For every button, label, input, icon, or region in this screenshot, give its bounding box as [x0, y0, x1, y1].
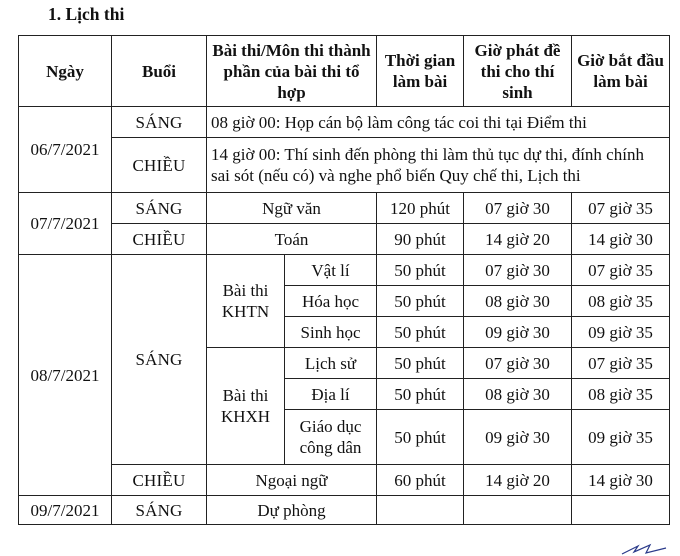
group-cell-khxh: Bài thi KHXH [207, 348, 285, 465]
start-cell: 08 giờ 35 [572, 379, 670, 410]
session-cell: SÁNG [112, 496, 207, 525]
exam-schedule-table [18, 35, 670, 525]
duration-cell: 50 phút [377, 286, 464, 317]
start-cell: 14 giờ 30 [572, 224, 670, 255]
duration-cell: 50 phút [377, 379, 464, 410]
note-cell: 08 giờ 00: Họp cán bộ làm công tác coi thi tại Điểm thi [207, 107, 670, 138]
table-row [19, 224, 670, 255]
start-cell: 14 giờ 30 [572, 465, 670, 496]
date-cell: 08/7/2021 [19, 255, 112, 496]
duration-cell: 50 phút [377, 317, 464, 348]
duration-cell: 120 phút [377, 193, 464, 224]
subject-cell: Địa lí [285, 379, 377, 410]
start-cell: 07 giờ 35 [572, 193, 670, 224]
session-cell: CHIỀU [112, 224, 207, 255]
subject-cell: Giáo dục công dân [285, 410, 377, 465]
duration-cell: 60 phút [377, 465, 464, 496]
header-date: Ngày [19, 36, 112, 107]
duration-cell: 90 phút [377, 224, 464, 255]
start-cell: 07 giờ 35 [572, 348, 670, 379]
header-handout-time: Giờ phát đề thi cho thí sinh [464, 36, 572, 107]
handout-cell: 07 giờ 30 [464, 348, 572, 379]
subject-cell: Ngữ văn [207, 193, 377, 224]
group-cell-khtn: Bài thi KHTN [207, 255, 285, 348]
handout-cell: 07 giờ 30 [464, 193, 572, 224]
header-duration: Thời gian làm bài [377, 36, 464, 107]
subject-cell: Ngoại ngữ [207, 465, 377, 496]
handout-cell: 09 giờ 30 [464, 410, 572, 465]
table-row [19, 107, 670, 138]
start-cell: 09 giờ 35 [572, 317, 670, 348]
handout-cell: 14 giờ 20 [464, 224, 572, 255]
note-cell: 14 giờ 00: Thí sinh đến phòng thi làm thủ tục dự thi, đính chính sai sót (nếu có) và nghe phổ biến Quy chế thi, Lịch thi [207, 138, 670, 193]
subject-cell: Sinh học [285, 317, 377, 348]
session-cell: SÁNG [112, 193, 207, 224]
session-cell: SÁNG [112, 255, 207, 465]
table-row [19, 138, 670, 193]
date-cell: 09/7/2021 [19, 496, 112, 525]
header-row [19, 36, 670, 107]
handout-cell [464, 496, 572, 525]
handout-cell: 08 giờ 30 [464, 379, 572, 410]
subject-cell: Toán [207, 224, 377, 255]
section-title: 1. Lịch thi [48, 4, 125, 24]
table-row [19, 255, 670, 286]
signature-mark [620, 542, 670, 556]
table-row [19, 193, 670, 224]
start-cell: 09 giờ 35 [572, 410, 670, 465]
duration-cell: 50 phút [377, 410, 464, 465]
duration-cell [377, 496, 464, 525]
header-subject: Bài thi/Môn thi thành phần của bài thi tổ hợp [207, 36, 377, 107]
subject-cell: Hóa học [285, 286, 377, 317]
handout-cell: 14 giờ 20 [464, 465, 572, 496]
table-row [19, 465, 670, 496]
session-cell: CHIỀU [112, 465, 207, 496]
subject-cell: Dự phòng [207, 496, 377, 525]
session-cell: CHIỀU [112, 138, 207, 193]
handout-cell: 08 giờ 30 [464, 286, 572, 317]
date-cell: 06/7/2021 [19, 107, 112, 193]
subject-cell: Lịch sử [285, 348, 377, 379]
start-cell: 07 giờ 35 [572, 255, 670, 286]
duration-cell: 50 phút [377, 255, 464, 286]
handout-cell: 07 giờ 30 [464, 255, 572, 286]
subject-cell: Vật lí [285, 255, 377, 286]
start-cell: 08 giờ 35 [572, 286, 670, 317]
header-session: Buổi [112, 36, 207, 107]
handout-cell: 09 giờ 30 [464, 317, 572, 348]
date-cell: 07/7/2021 [19, 193, 112, 255]
session-cell: SÁNG [112, 107, 207, 138]
start-cell [572, 496, 670, 525]
table-row [19, 496, 670, 525]
header-start-time: Giờ bắt đầu làm bài [572, 36, 670, 107]
duration-cell: 50 phút [377, 348, 464, 379]
